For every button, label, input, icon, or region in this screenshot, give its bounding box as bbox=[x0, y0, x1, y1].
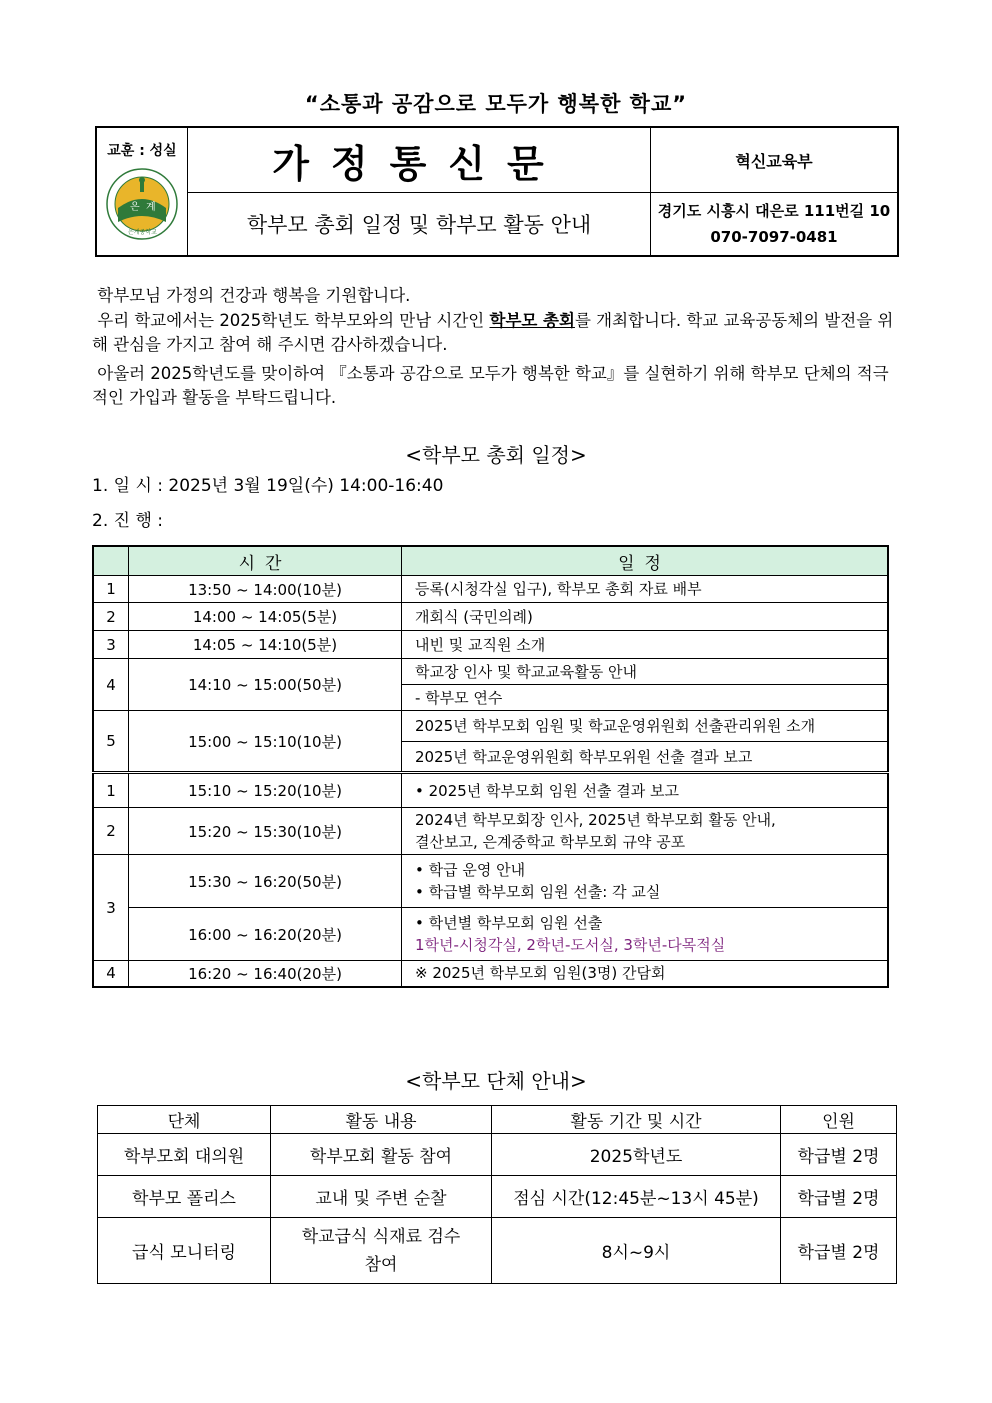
intro-paragraph-1: 학부모님 가정의 건강과 행복을 기원합니다. bbox=[97, 286, 411, 305]
meeting-name: 학부모 총회 bbox=[489, 311, 575, 330]
table-row: 학부모회 대의원 학부모회 활동 참여 2025학년도 학급별 2명 bbox=[98, 1134, 897, 1176]
logo-school-name: 은계중학교 bbox=[128, 229, 157, 236]
meeting-date: 1. 일 시 : 2025년 3월 19일(수) 14:00-16:40 bbox=[92, 476, 444, 496]
table-row: 4 16:20 ~ 16:40(20분) ※ 2025년 학부모회 임원(3명) 간담회 bbox=[93, 961, 888, 987]
document-subtitle: 학부모 총회 일정 및 학부모 활동 안내 bbox=[188, 193, 651, 257]
table-row: - 학부모 연수 bbox=[93, 685, 888, 711]
schedule-table bbox=[92, 545, 889, 988]
table-row: 16:00 ~ 16:20(20분) • 학년별 학부모회 임원 선출 1학년-시청각실, 2학년-도서실, 3학년-다목적실 bbox=[93, 908, 888, 961]
contact-cell bbox=[651, 193, 899, 257]
department: 혁신교육부 bbox=[651, 127, 899, 193]
intro-paragraph-2: 우리 학교에서는 2025학년도 학부모와의 만남 시간인 학부모 총회를 개최합니다. 학교 교육공동체의 발전을 위해 관심을 가지고 참여 해 주시면 감사하겠습니다. bbox=[92, 311, 894, 354]
intro-paragraph-3: 아울러 2025학년도를 맞이하여 『소통과 공감으로 모두가 행복한 학교』를 실현하기 위해 학부모 단체의 적극적인 가입과 활동을 부탁드립니다. bbox=[92, 364, 889, 407]
table-row: 1 13:50 ~ 14:00(10분) 등록(시청각실 입구), 학부모 총회 자료 배부 bbox=[93, 576, 888, 603]
table-row: 5 15:00 ~ 15:10(10분) 2025년 학부모회 임원 및 학교운영위원회 선출관리위원 소개 bbox=[93, 711, 888, 742]
table-row: 4 14:10 ~ 15:00(50분) 학교장 인사 및 학교교육활동 안내 bbox=[93, 659, 888, 685]
progress-label: 2. 진 행 : bbox=[92, 511, 164, 531]
parent-groups-table bbox=[97, 1105, 897, 1284]
table-row: 학부모 폴리스 교내 및 주변 순찰 점심 시간(12:45분~13시 45분) 학급별 2명 bbox=[98, 1176, 897, 1218]
intro-text bbox=[92, 284, 904, 410]
school-phone: 070-7097-0481 bbox=[710, 228, 838, 246]
motto-cell bbox=[96, 127, 188, 256]
table-row: 3 14:05 ~ 14:10(5분) 내빈 및 교직원 소개 bbox=[93, 631, 888, 659]
document-title: 가정통신문 bbox=[188, 127, 651, 193]
table-row: 2 15:20 ~ 15:30(10분) 2024년 학부모회장 인사, 2025년 학부모회 활동 안내, 결산보고, 은계중학교 학부모회 규약 공포 bbox=[93, 808, 888, 855]
table-row: 3 15:30 ~ 16:20(50분) • 학급 운영 안내 • 학급별 학부모회 임원 선출: 각 교실 bbox=[93, 855, 888, 908]
table-row: 1 15:10 ~ 15:20(10분) • 2025년 학부모회 임원 선출 결과 보고 bbox=[93, 773, 888, 808]
org-section-title: <학부모 단체 안내> bbox=[405, 1069, 587, 1093]
header-time: 시간 bbox=[129, 546, 402, 576]
header-event: 일정 bbox=[402, 546, 889, 576]
table-header-row: 단체 활동 내용 활동 기간 및 시간 인원 bbox=[98, 1106, 897, 1134]
table-row: 급식 모니터링 학교급식 식재료 검수 참여 8시~9시 학급별 2명 bbox=[98, 1218, 897, 1284]
table-row: 2 14:00 ~ 14:05(5분) 개회식 (국민의례) bbox=[93, 603, 888, 631]
slogan: “소통과 공감으로 모두가 행복한 학교” bbox=[304, 92, 688, 116]
logo-char-left: 은 bbox=[130, 202, 140, 213]
table-row: 2025년 학교운영위원회 학부모위원 선출 결과 보고 bbox=[93, 742, 888, 773]
schedule-section-title: <학부모 총회 일정> bbox=[405, 443, 587, 467]
header-number bbox=[93, 546, 129, 576]
school-logo-icon bbox=[106, 168, 178, 240]
logo-char-right: 계 bbox=[146, 202, 156, 213]
table-header-row bbox=[93, 546, 888, 576]
class-rooms-note: 1학년-시청각실, 2학년-도서실, 3학년-다목적실 bbox=[415, 936, 726, 954]
school-motto: 교훈 : 성실 bbox=[107, 143, 177, 159]
letter-header bbox=[95, 126, 899, 257]
school-address: 경기도 시흥시 대은로 111번길 10 bbox=[657, 202, 891, 220]
